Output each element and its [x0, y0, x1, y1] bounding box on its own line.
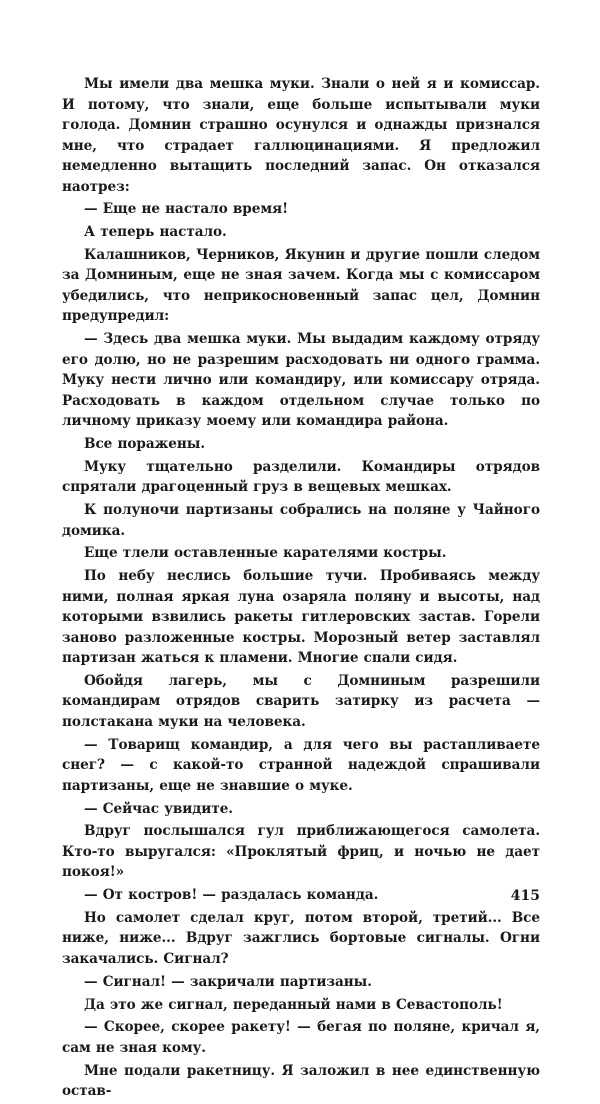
paragraph: Мы имели два мешка муки. Знали о ней я и комиссар. И потому, что знали, еще больше испытывали муки голода. Домнин страшно осунулся и однажды признался мне, что страдает галлюцинациями. Я предложил немедленно вытащить последний запас. Он отказался наотрез: — [62, 76, 540, 195]
paragraph: По небу неслись большие тучи. Пробиваясь между ними, полная яркая луна озаряла поляну и высоты, над которыми взвились ракеты гитлеровских застав. Горели заново разложенные костры. Морозный ветер заставлял партизан жаться к пламени. Многие спали сидя. — [62, 568, 540, 667]
paragraph: — Еще не настало время! — [84, 201, 289, 218]
paragraph: Все поражены. — [84, 435, 206, 452]
paragraph: Еще тлели оставленные карателями костры. — [84, 545, 447, 562]
paragraph: А теперь настало. — [84, 224, 227, 241]
paragraph: К полуночи партизаны собрались на поляне у Чайного домика. — [62, 502, 540, 539]
paragraph: — От костров! — раздалась команда. — [84, 887, 379, 904]
paragraph: Обойдя лагерь, мы с Домниным разрешили командирам отрядов сварить затирку из расчета — полстакана муки на человека. — [62, 672, 540, 730]
paragraph: — Сейчас увидите. — [84, 800, 233, 817]
paragraph: — Скорее, скорее ракету! — бегая по поляне, кричал я, сам не зная кому. — [62, 1019, 540, 1056]
book-page-text — [62, 74, 540, 1104]
paragraph: Вдруг послышался гул приближающегося самолета. Кто-то выругался: «Проклятый фриц, и ночью не дает покоя!» — [62, 823, 540, 881]
page-number: 415 — [510, 888, 540, 904]
paragraph: Калашников, Черников, Якунин и другие пошли следом за Домниным, еще не зная зачем. Когда мы с комиссаром убедились, что неприкосновенный запас цел, Домнин предупредил: — [62, 246, 540, 325]
paragraph: Да это же сигнал, переданный нами в Севастополь! — [84, 996, 503, 1013]
paragraph: Мне подали ракетницу. Я заложил в нее единственную остав- — [62, 1062, 540, 1100]
paragraph: — Здесь два мешка муки. Мы выдадим каждому отряду его долю, но не разрешим расходовать ни одного грамма. Муку нести лично или командиру, или комиссару отряда. Расходовать в каждом отдельном случае только по личному приказу моему или командира района. — [62, 331, 540, 430]
paragraph: Муку тщательно разделили. Командиры отрядов спрятали драгоценный груз в вещевых мешках. — [62, 458, 540, 496]
paragraph: Но самолет сделал круг, потом второй, третий... Все ниже, ниже... Вдруг зажглись бортовые сигналы. Огни закачались. Сигнал? — [62, 909, 540, 967]
paragraph: — Товарищ командир, а для чего вы растапливаете снег? — с какой-то странной надеждой спрашивали партизаны, еще не знавшие о муке. — [62, 736, 540, 794]
paragraph: — Сигнал! — закричали партизаны. — [84, 973, 372, 990]
